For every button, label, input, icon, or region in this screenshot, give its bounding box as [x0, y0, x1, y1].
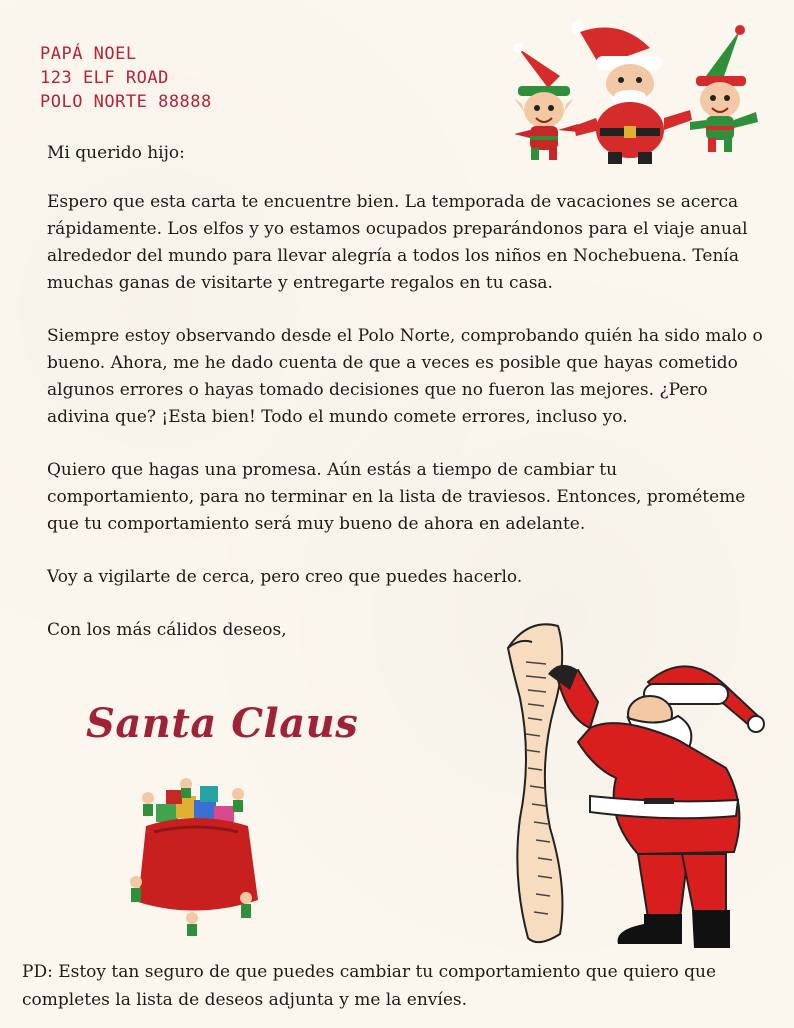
- postscript: PD: Estoy tan seguro de que puedes cambiar tu comportamiento que quiero que completes la lista de deseos adjunta y me la envíes.: [22, 962, 717, 1010]
- address-line-1: PAPÁ NOEL: [40, 44, 137, 64]
- signature: Santa Claus: [86, 700, 359, 747]
- sender-address: [40, 42, 212, 114]
- letter-body: [47, 140, 769, 644]
- letter-paragraph-4: Voy a vigilarte de cerca, pero creo que puedes hacerlo.: [47, 567, 523, 587]
- santa-figure: [548, 665, 764, 948]
- letter-greeting: Mi querido hijo:: [47, 143, 185, 163]
- gift-pile: [156, 778, 234, 822]
- address-line-3: POLO NORTE 88888: [40, 92, 212, 112]
- gift-sack-with-elves-illustration: [126, 770, 266, 940]
- letter-closing: Con los más cálidos deseos,: [47, 620, 287, 640]
- elf-top-left: [142, 792, 154, 816]
- address-line-2: 123 ELF ROAD: [40, 68, 169, 88]
- elf-right: [690, 25, 758, 152]
- letter-paragraph-3: Quiero que hagas una promesa. Aún estás a tiempo de cambiar tu comportamiento, para no terminar en la lista de traviesos. Entonces, prométeme que tu comportamiento será muy bueno de ahora en adelante.: [47, 460, 746, 534]
- elf-bottom-left: [130, 876, 142, 902]
- elf-top-right: [232, 788, 244, 812]
- elf-bottom-center: [186, 912, 198, 936]
- letter-paragraph-1: Espero que esta carta te encuentre bien. La temporada de vacaciones se acerca rápidamente. Los elfos y yo estamos ocupados preparándonos para el viaje anual alrededor del mundo para llevar alegría a todos los niños en Nochebuena. Tenía muchas ganas de visitarte y entregarte regalos en tu casa.: [47, 192, 748, 293]
- santa-reading-list-illustration: [498, 618, 768, 952]
- letter-paragraph-2: Siempre estoy observando desde el Polo Norte, comprobando quién ha sido malo o bueno. Ahora, me he dado cuenta de que a veces es posible que hayas cometido algunos errores o hayas tomado decisiones que no fueron las mejores. ¿Pero adivina que? ¡Esta bien! Todo el mundo comete errores, incluso yo.: [47, 326, 763, 427]
- elf-bottom-right: [240, 892, 252, 918]
